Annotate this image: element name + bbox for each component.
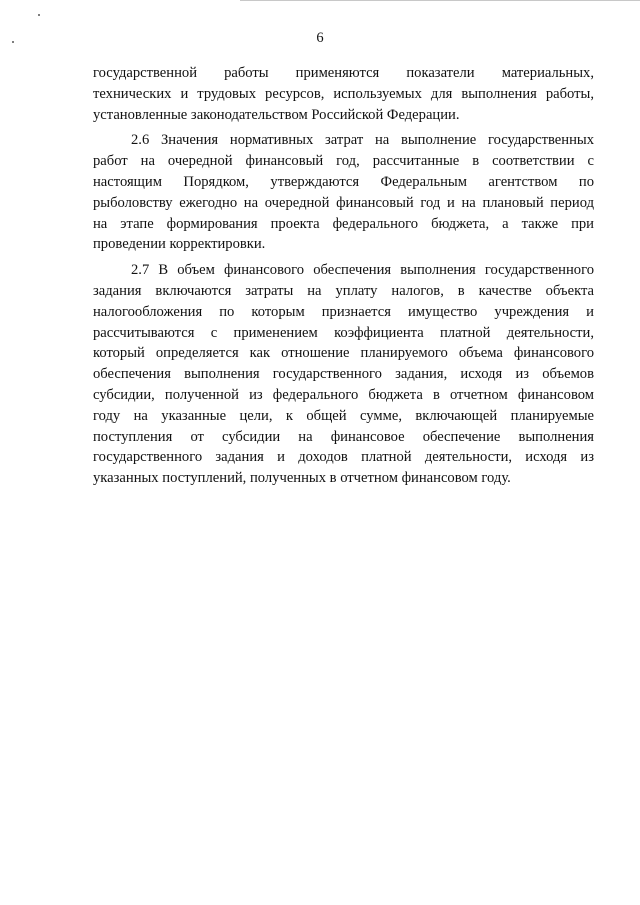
text-line: работ на очередной финансовый год, рассчитанные в соответствии с [93, 153, 594, 170]
text-line: задания включаются затраты на уплату налогов, в качестве объекта [93, 282, 594, 299]
text-line: на этапе формирования проекта федерального бюджета, а также при [93, 215, 594, 232]
text-line: который определяется как отношение планируемого объема финансового [93, 345, 594, 362]
paragraph-2-7 [93, 260, 594, 489]
text-line: обеспечения выполнения государственного задания, исходя из объемов [93, 366, 594, 383]
text-line: проведении корректировки. [93, 236, 266, 253]
text-line: технических и трудовых ресурсов, используемых для выполнения работы, [93, 85, 594, 102]
scan-edge-line [240, 0, 640, 1]
text-line: государственного задания и доходов платной деятельности, исходя из [93, 449, 594, 466]
text-line: году на указанные цели, к общей сумме, включающей планируемые [93, 407, 594, 424]
page-number: 6 [316, 30, 324, 46]
text-line: налогообложения по которым признается имущество учреждения и [93, 303, 594, 320]
document-body [93, 63, 594, 489]
text-line: рыболовству ежегодно на очередной финансовый год и на плановый период [93, 194, 594, 211]
text-line: указанных поступлений, полученных в отчетном финансовом году. [93, 470, 511, 487]
paragraph-2-6 [93, 130, 594, 255]
text-line: поступления от субсидии на финансовое обеспечение выполнения [93, 428, 594, 445]
text-line: установленные законодательством Российской Федерации. [93, 106, 460, 123]
text-line: 2.6 Значения нормативных затрат на выполнение государственных [131, 132, 594, 149]
text-line: субсидии, полученной из федерального бюджета в отчетном финансовом [93, 386, 594, 403]
scan-speck [38, 14, 40, 16]
text-line: 2.7 В объем финансового обеспечения выполнения государственного [131, 262, 594, 279]
text-line: государственной работы применяются показатели материальных, [93, 65, 594, 81]
text-line: рассчитываются с применением коэффициента платной деятельности, [93, 324, 594, 341]
paragraph-continuation [93, 63, 594, 125]
text-line: настоящим Порядком, утверждаются Федеральным агентством по [93, 173, 594, 190]
